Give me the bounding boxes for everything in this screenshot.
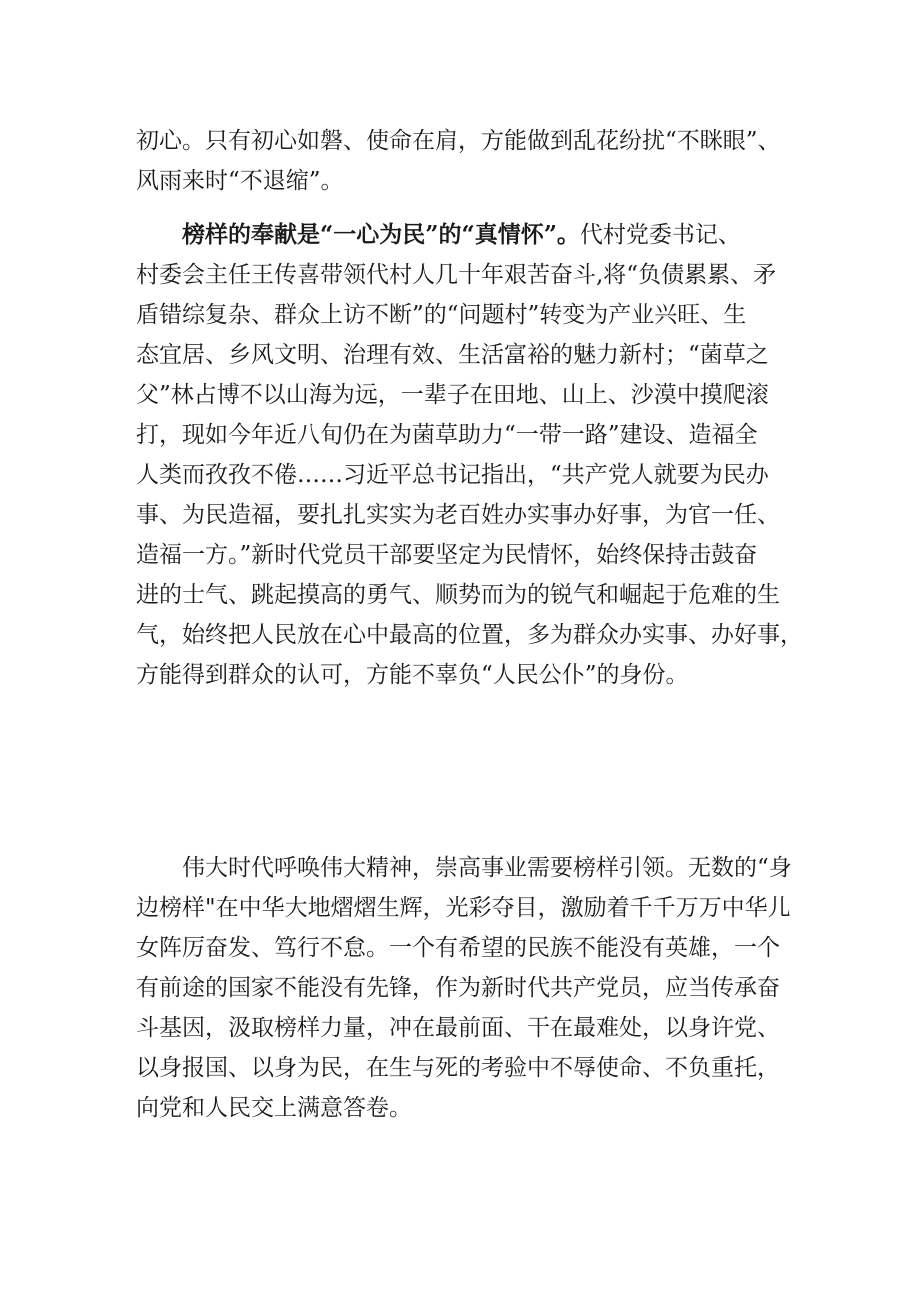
paragraph-line: 盾错综复杂、群众上访不断”的“问题村”转变为产业兴旺、生 xyxy=(136,302,747,328)
paragraph-line: 态宜居、乡风文明、治理有效、生活富裕的魅力新村；“菌草之 xyxy=(136,342,769,368)
paragraph-line: 方能得到群众的认可，方能不辜负“人民公仆”的身份。 xyxy=(136,662,689,688)
paragraph-line: 有前途的国家不能没有先锋，作为新时代共产党员，应当传承奋 xyxy=(136,975,780,1001)
paragraph-3 xyxy=(136,848,796,1128)
paragraph-line: 边榜样"在中华大地熠熠生辉，光彩夺目，激励着千千万万中华儿 xyxy=(136,895,791,921)
paragraph-line: 父”林占博不以山海为远，一辈子在田地、山上、沙漠中摸爬滚 xyxy=(136,382,769,408)
paragraph-first-line xyxy=(136,215,796,255)
paragraph-line: 斗基因，汲取榜样力量，冲在最前面、干在最难处，以身许党、 xyxy=(136,1015,780,1041)
paragraph-first-line xyxy=(136,848,796,888)
paragraph-1 xyxy=(136,121,796,201)
paragraph-2 xyxy=(136,215,803,695)
paragraph-line: 气，始终把人民放在心中最高的位置，多为群众办实事、办好事， xyxy=(136,622,803,648)
paragraph-heading: 榜样的奉献是“一心为民”的“真情怀”。 xyxy=(182,221,580,248)
paragraph-line: 初心。只有初心如磐、使命在肩，方能做到乱花纷扰“不眯眼”、 xyxy=(136,128,781,154)
paragraph-line: 打，现如今年近八旬仍在为菌草助力“一带一路”建设、造福全 xyxy=(136,422,758,448)
paragraph-line: 进的士气、跳起摸高的勇气、顺势而为的锐气和崛起于危难的生 xyxy=(136,582,780,608)
paragraph-line: 事、为民造福，要扎扎实实为老百姓办实事办好事，为官一任、 xyxy=(136,502,780,528)
paragraph-first-line-rest: 代村党委书记、 xyxy=(579,222,741,248)
paragraph-line: 人类而孜孜不倦……习近平总书记指出，“共产党人就要为民办 xyxy=(136,462,769,488)
paragraph-line: 村委会主任王传喜带领代村人几十年艰苦奋斗,将“负债累累、矛 xyxy=(136,262,777,288)
paragraph-line: 造福一方。”新时代党员干部要坚定为民情怀，始终保持击鼓奋 xyxy=(136,542,758,568)
paragraph-line: 以身报国、以身为民，在生与死的考验中不辱使命、不负重托， xyxy=(136,1055,780,1081)
paragraph-line: 向党和人民交上满意答卷。 xyxy=(136,1095,412,1121)
paragraph-line: 女阵厉奋发、笃行不怠。一个有希望的民族不能没有英雄，一个 xyxy=(136,935,780,961)
paragraph-line-text: 伟大时代呼唤伟大精神，崇高事业需要榜样引领。无数的“身 xyxy=(182,855,792,881)
paragraph-line: 风雨来时“不退缩”。 xyxy=(136,168,344,194)
